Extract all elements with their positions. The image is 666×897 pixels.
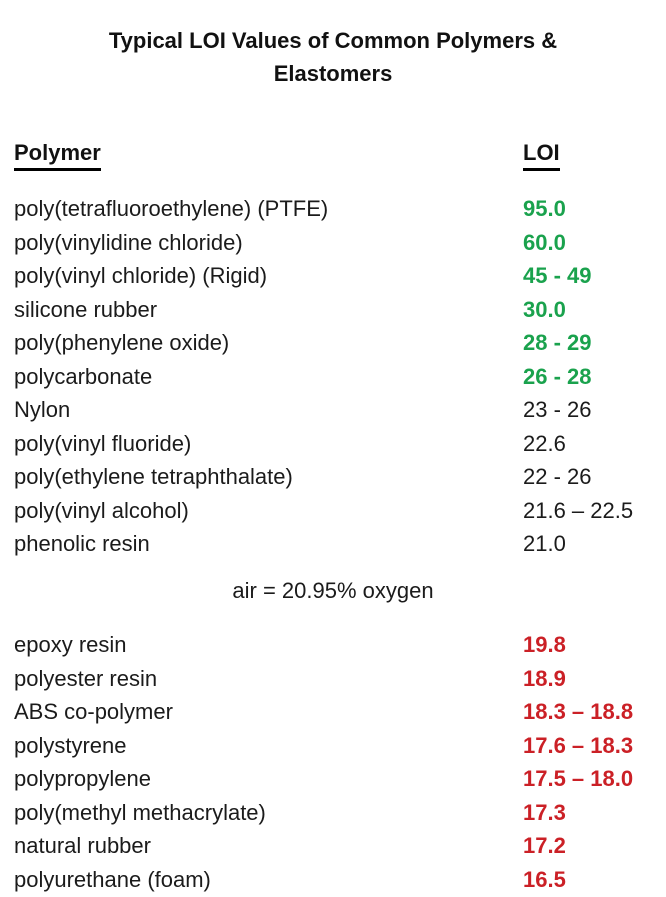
- loi-value: 26 - 28: [523, 363, 592, 389]
- loi-value: 17.2: [523, 833, 566, 858]
- polymer-name: polyester resin: [14, 665, 158, 691]
- table-rows-above-air-note: [0, 192, 666, 561]
- table-row: [14, 863, 652, 897]
- polymer-name: poly(vinyl chloride) (Rigid): [14, 263, 268, 288]
- polymer-name: polyurethane (foam): [14, 866, 211, 892]
- table-row: [14, 393, 652, 427]
- loi-value: 17.5 – 18.0: [523, 766, 634, 791]
- loi-value: 23 - 26: [523, 397, 592, 422]
- table-row: [14, 460, 652, 494]
- table-row: [14, 326, 652, 360]
- polymer-name: ABS co-polymer: [14, 699, 173, 724]
- table-row: [14, 729, 652, 763]
- table-rows-below-air-note: [0, 628, 666, 896]
- polymer-name: poly(methyl methacrylate): [14, 799, 266, 825]
- polymer-name: polypropylene: [14, 766, 151, 791]
- table-row: [14, 360, 652, 394]
- table-row: [14, 259, 652, 293]
- page-title-line2: Elastomers: [273, 61, 393, 86]
- loi-value: 95.0: [523, 196, 566, 221]
- loi-value: 22 - 26: [523, 464, 592, 489]
- table-row: [14, 192, 652, 226]
- table-row: [14, 494, 652, 528]
- loi-value: 16.5: [523, 866, 566, 892]
- loi-value: 22.6: [523, 430, 566, 456]
- polymer-name: silicone rubber: [14, 296, 158, 322]
- polymer-name: poly(ethylene tetraphthalate): [14, 464, 293, 489]
- table-row: [14, 662, 652, 696]
- loi-value: 18.3 – 18.8: [523, 699, 634, 724]
- polymer-column-header: [14, 140, 523, 171]
- polymer-name: phenolic resin: [14, 531, 150, 556]
- loi-value: 60.0: [523, 229, 566, 255]
- loi-value: 21.6 – 22.5: [523, 497, 634, 523]
- table-header-row: [0, 140, 666, 171]
- loi-header-label: LOI: [523, 140, 560, 171]
- loi-value: 17.6 – 18.3: [523, 732, 634, 758]
- polymer-name: poly(phenylene oxide): [14, 330, 230, 355]
- loi-column-header: [523, 140, 560, 171]
- loi-value: 45 - 49: [523, 263, 592, 288]
- table-row: [14, 427, 652, 461]
- loi-value: 30.0: [523, 296, 566, 322]
- polymer-name: poly(vinyl fluoride): [14, 430, 192, 456]
- loi-value: 18.9: [523, 665, 566, 691]
- loi-value: 19.8: [523, 632, 566, 657]
- polymer-name: polycarbonate: [14, 363, 153, 389]
- polymer-name: poly(vinylidine chloride): [14, 229, 243, 255]
- page-title: [0, 24, 666, 90]
- page-title-line1: Typical LOI Values of Common Polymers &: [108, 28, 558, 53]
- loi-value: 17.3: [523, 799, 566, 825]
- loi-value: 28 - 29: [523, 330, 592, 355]
- loi-value: 21.0: [523, 531, 566, 556]
- polymer-header-label: Polymer: [14, 140, 101, 171]
- polymer-name: polystyrene: [14, 732, 127, 758]
- table-row: [14, 829, 652, 863]
- polymer-name: Nylon: [14, 397, 71, 422]
- polymer-name: natural rubber: [14, 833, 151, 858]
- table-row: [14, 293, 652, 327]
- polymer-name: poly(vinyl alcohol): [14, 497, 189, 523]
- table-row: [14, 226, 652, 260]
- table-row: [14, 527, 652, 561]
- table-row: [14, 796, 652, 830]
- table-row: [14, 628, 652, 662]
- polymer-name: epoxy resin: [14, 632, 127, 657]
- air-oxygen-note: air = 20.95% oxygen: [232, 577, 434, 603]
- table-row: [14, 762, 652, 796]
- table-row: [14, 695, 652, 729]
- polymer-name: poly(tetrafluoroethylene) (PTFE): [14, 196, 329, 221]
